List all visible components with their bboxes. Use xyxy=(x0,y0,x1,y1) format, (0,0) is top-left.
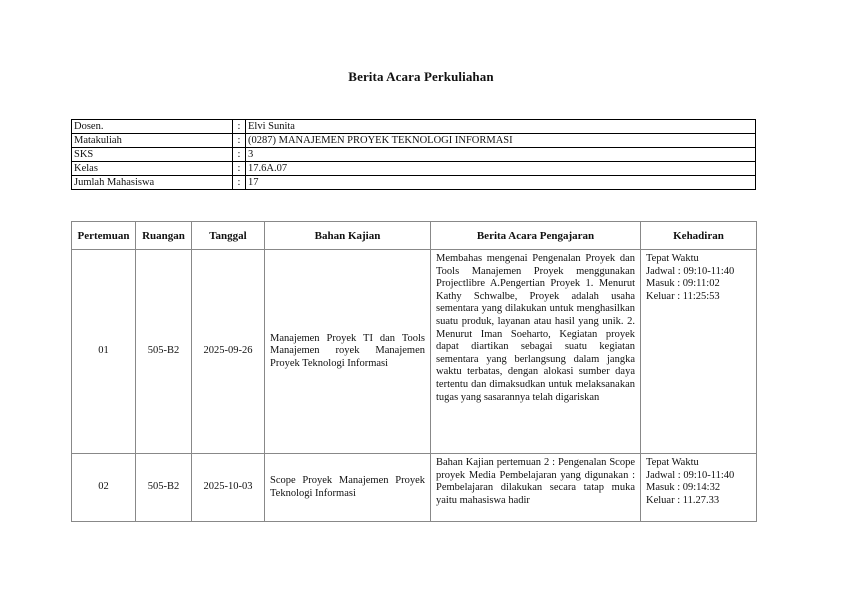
cell-berita-acara xyxy=(431,454,641,522)
table-row xyxy=(72,454,757,522)
info-label: Matakuliah xyxy=(72,134,233,148)
info-label: Kelas xyxy=(72,162,233,176)
cell-pertemuan: 01 xyxy=(72,250,136,454)
kehadiran-keluar: Keluar : 11.27.33 xyxy=(646,494,720,506)
column-header-bahan-kajian: Bahan Kajian xyxy=(265,222,431,250)
info-separator: : xyxy=(233,148,246,162)
info-row-kelas xyxy=(72,162,756,176)
cell-tanggal: 2025-10-03 xyxy=(192,454,265,522)
info-separator: : xyxy=(233,162,246,176)
cell-kehadiran xyxy=(641,454,757,522)
kehadiran-status: Tepat Waktu xyxy=(646,253,699,264)
table-header-row xyxy=(72,222,757,250)
info-row-jumlah-mahasiswa xyxy=(72,176,756,190)
column-header-kehadiran: Kehadiran xyxy=(641,222,757,250)
course-info-table xyxy=(71,119,756,190)
kehadiran-jadwal: Jadwal : 09:10-11:40 xyxy=(646,469,735,481)
info-row-sks xyxy=(72,148,756,162)
info-value: 3 xyxy=(246,148,756,162)
cell-pertemuan: 02 xyxy=(72,454,136,522)
column-header-berita-acara: Berita Acara Pengajaran xyxy=(431,222,641,250)
kehadiran-masuk: Masuk : 09:11:02 xyxy=(646,278,720,290)
berita-acara-text: Bahan Kajian pertemuan 2 : Pengenalan Scope proyek Media Pembelajaran yang digunakan : Pembelajaran dilakukan secara tatap muka yaitu mahasiswa hadir xyxy=(436,457,635,506)
info-separator: : xyxy=(233,120,246,134)
info-row-matakuliah xyxy=(72,134,756,148)
cell-berita-acara: Membahas mengenai Pengenalan Proyek dan Tools Manajemen Proyek menggunakan Projectlibre A.Pengertian Proyek 1. Menurut Kathy Schwalbe, Proyek adalah usaha sementara yang dilakukan untuk menghasilkan suatu produk, layanan atau hasil yang unik. 2. Menurut Iman Soeharto, Kegiatan proyek dapat diartikan sebagai suatu kegiatan sementara yang berlangsung dalam jangka waktu terbatas, dengan alokasi sumber daya tertentu dan dimaksudkan untuk melaksanakan tugas yang sasarannya telah digariskan xyxy=(431,250,641,454)
meeting-table xyxy=(71,221,757,522)
cell-kehadiran xyxy=(641,250,757,454)
column-header-ruangan: Ruangan xyxy=(136,222,192,250)
kehadiran-masuk: Masuk : 09:14:32 xyxy=(646,482,721,494)
info-row-dosen xyxy=(72,120,756,134)
info-label: SKS xyxy=(72,148,233,162)
info-label: Dosen. xyxy=(72,120,233,134)
column-header-tanggal: Tanggal xyxy=(192,222,265,250)
page-title: Berita Acara Perkuliahan xyxy=(348,69,494,84)
info-value: Elvi Sunita xyxy=(246,120,756,134)
info-value: 17 xyxy=(246,176,756,190)
info-value: 17.6A.07 xyxy=(246,162,756,176)
info-separator: : xyxy=(233,134,246,148)
cell-bahan-kajian: Manajemen Proyek TI dan Tools Manajemen royek Manajemen Proyek Teknologi Informasi xyxy=(265,250,431,454)
table-row xyxy=(72,250,757,454)
info-value: (0287) MANAJEMEN PROYEK TEKNOLOGI INFORMASI xyxy=(246,134,756,148)
info-separator: : xyxy=(233,176,246,190)
kehadiran-jadwal: Jadwal : 09:10-11:40 xyxy=(646,265,735,277)
kehadiran-status: Tepat Waktu xyxy=(646,457,699,468)
kehadiran-keluar: Keluar : 11:25:53 xyxy=(646,290,720,302)
cell-bahan-kajian: Scope Proyek Manajemen Proyek Teknologi Informasi xyxy=(265,454,431,522)
cell-tanggal: 2025-09-26 xyxy=(192,250,265,454)
cell-ruangan: 505-B2 xyxy=(136,454,192,522)
cell-ruangan: 505-B2 xyxy=(136,250,192,454)
info-label: Jumlah Mahasiswa xyxy=(72,176,233,190)
column-header-pertemuan: Pertemuan xyxy=(72,222,136,250)
